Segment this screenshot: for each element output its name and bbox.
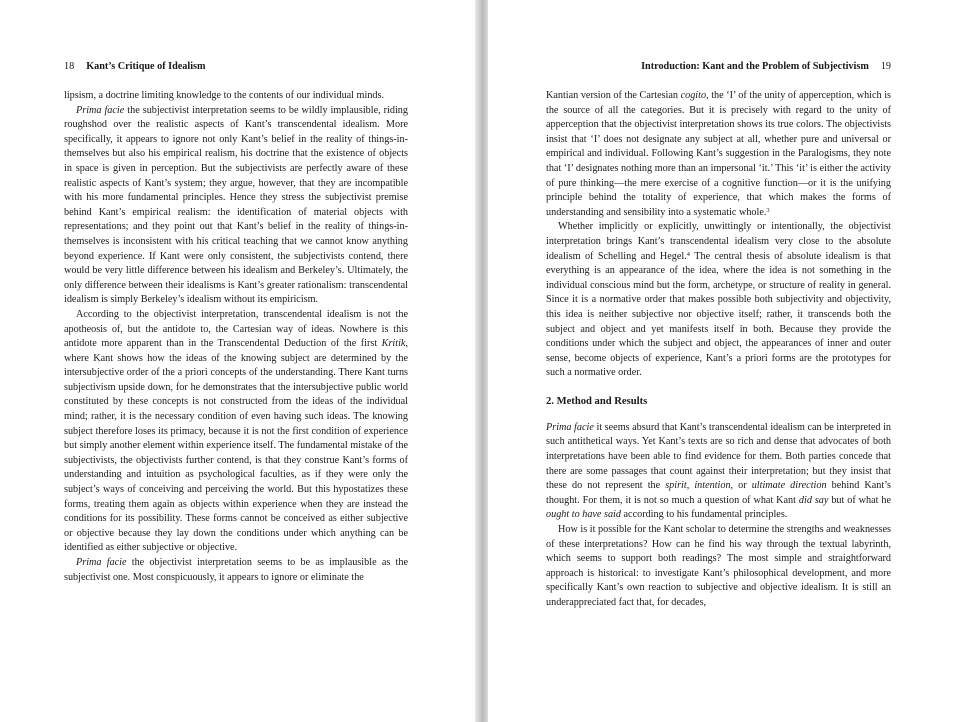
footnote-marker[interactable]: 4	[686, 250, 691, 258]
paragraph: How is it possible for the Kant scholar to determine the strengths and weaknesses of these interpretations? How can he find his way through the textual labyrinth, which seems to support both readings? The most simple and straightforward approach is historical: to investigate Kant’s philosophical development, and more specifically Kant’s own reaction to subjective and objective idealism. It is still an underappreciated fact that, for decades,	[546, 524, 891, 608]
right-page	[488, 0, 966, 722]
left-running-head	[64, 60, 206, 74]
right-body-text	[546, 89, 891, 611]
footnote-marker[interactable]: 3	[766, 206, 770, 214]
paragraph: Prima facie the subjectivist interpretation seems to be wildly implausible, riding roughshod over the realistic aspects of Kant’s transcendental idealism. More specifically, it appears to ignore not only Kant’s belief in the reality of things-in-themselves but also his empirical realism, his doctrine that the existence of objects in space is given in perception. But the subjectivists are perfectly aware of these realistic aspects of Kant’s system; they argue, however, that they are incompatible with his more fundamental principles. Hence they stress the subjectivist premise behind Kant’s empirical realism: the identification of material objects with representations; and they point out that Kant’s belief in the reality of things-in-themselves is inconsistent with his critical teaching that we cannot know anything beyond experience. If Kant were only consistent, the subjectivists contend, there would be very little difference between his idealism and Berkeley’s. Ultimately, the only difference between their idealisms is Kant’s greater rationalism: transcendental idealism is simply Berkeley’s idealism without its empiricism.	[64, 104, 408, 306]
paragraph: Prima facie it seems absurd that Kant’s transcendental idealism can be interpreted in such antithetical ways. Yet Kant’s texts are so rich and dense that advocates of both interpretations have been able to find evidence for them. Both parties concede that there are some passages that count against their interpretation; but they insist that these do not represent the spirit, intention, or ultimate direction behind Kant’s thought. For them, it is not so much a question of what Kant did say but of what he ought to have said according to his fundamental principles.	[546, 421, 892, 521]
right-running-head	[546, 60, 891, 74]
paragraph: According to the objectivist interpretation, transcendental idealism is not the apotheosis of, but the antidote to, the Cartesian way of ideas. Nowhere is this antidote more apparent than in the Transcendental Deduction of the first Kritik, where Kant shows how the ideas of the knowing subject are determined by the intersubjective order of the a priori concepts of the understanding. There Kant turns subjectivism upside down, for he demonstrates that the intersubjective public world constituted by these concepts is not constructed from the ideas of the individual mind; rather, it is the necessary condition of even having such ideas. The knowing subject therefore loses its primacy, because it is not the first condition of experience but simply another element within experience itself. The fundamental mistake of the subjectivists, the objectivists further contend, is that they construe Kant’s forms of understanding and intuition as psychological faculties, as if they were only the subject’s ways of conceiving and perceiving the world. But this hypostatizes these forms, treating them again as objects within experience when they are instead the conditions for its possibility. These forms cannot be conceived as either subjective or objective because they lay down the conditions under which anything can be identified as either subjective or objective.	[64, 308, 408, 554]
book-gutter	[475, 0, 488, 722]
paragraph: Whether implicitly or explicitly, unwittingly or intentionally, the objectivist interpretation brings Kant’s transcendental idealism very close to the absolute idealism of Schelling and Hegel.$^4$ The central thesis of absolute idealism is that everything is an appearance of the idea, where the idea is not something in the individual conscious mind but the form, archetype, or structure of reality in general. Since it is a normative order that makes possible both subjectivity and objectivity, this idea is neither subjective nor objective itself; rather, it transcends both the subject and object and yet manifests itself in both. Because they provide the conditions under which the subject and object, the appearances of inner and outer sense, become objects of experience, Kant’s a priori forms are the prototypes for such a normative order.	[546, 221, 891, 379]
left-running-title: Kant’s Critique of Idealism	[86, 61, 206, 72]
section-heading: 2. Method and Results	[546, 395, 648, 407]
left-page	[0, 0, 475, 722]
paragraph: Kantian version of the Cartesian cogito, the ‘I’ of the unity of apperception, which is the source of all the categories. But it is precisely with regard to the unity of apperception that the objectivist interpretation shows its true colors. The objectivists insist that ‘I’ does not designate any subject at all, whether pure and universal or empirical and individual. Following Kant’s suggestion in the Paralogisms, they note that ‘I’ designates nothing more than an impersonal ‘it.’ This ‘it’ is either the activity of pure thinking—the mere exercise of a cognitive function—or it is the unifying principle behind the totality of experience, that which makes the forms of understanding and sensibility into a systematic whole.$^3$	[546, 90, 891, 218]
paragraph: lipsism, a doctrine limiting knowledge to the contents of our individual minds.	[64, 90, 385, 101]
paragraph: Prima facie the objectivist interpretation seems to be as implausible as the subjectivist one. Most conspicuously, it appears to ignore or eliminate the	[64, 557, 408, 583]
right-page-number: 19	[880, 61, 891, 72]
left-body-text	[64, 89, 408, 585]
left-page-number: 18	[64, 61, 75, 72]
right-running-title: Introduction: Kant and the Problem of Subjectivism	[641, 61, 869, 72]
